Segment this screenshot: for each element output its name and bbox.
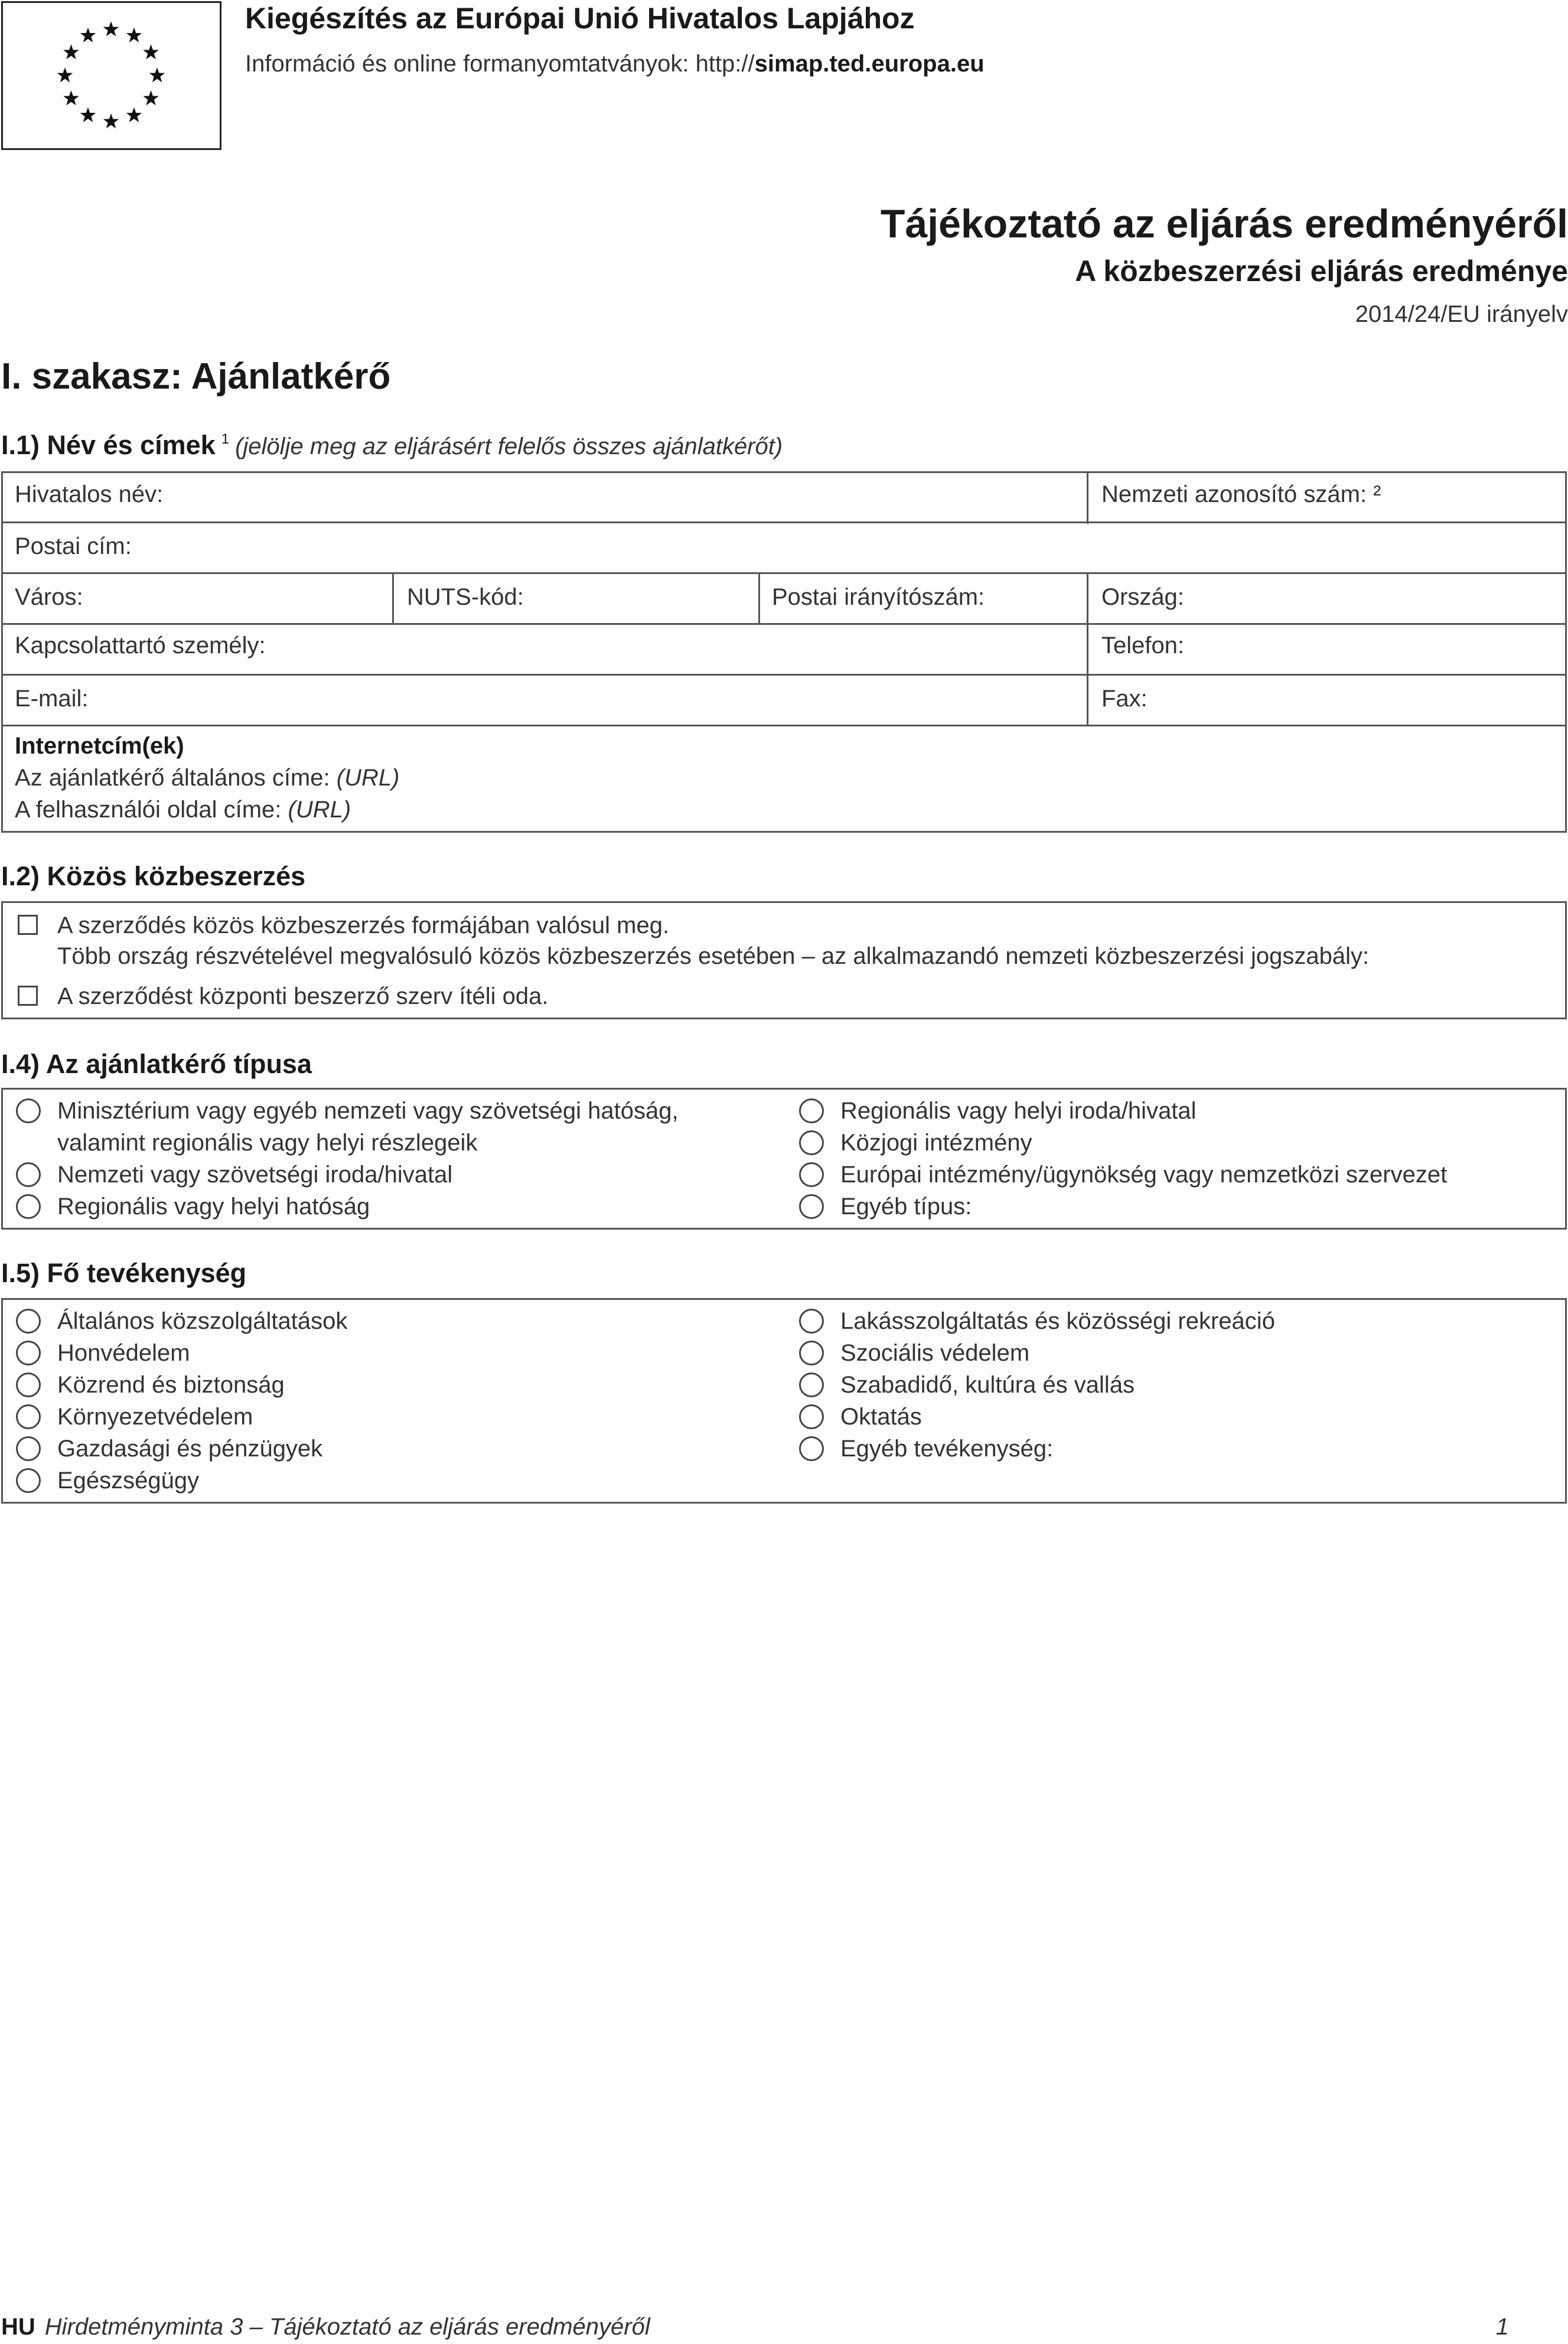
public-order-radio[interactable] <box>16 1373 41 1397</box>
central-purchasing-label: A szerződést központi beszerző szerv ítéli oda. <box>57 983 549 1009</box>
postal-code-field[interactable]: Postai irányítószám: <box>772 584 985 610</box>
general-address-field[interactable]: Az ajánlatkérő általános címe: (URL) <box>15 765 400 791</box>
internet-heading: Internetcím(ek) <box>15 733 184 759</box>
star-icon <box>57 67 73 82</box>
email-field[interactable]: E-mail: <box>15 686 89 712</box>
ministry-radio[interactable] <box>16 1098 41 1123</box>
star-icon <box>143 90 159 105</box>
other-activity-radio[interactable] <box>799 1436 824 1461</box>
footer <box>1 2314 650 2340</box>
notice-subtitle: A közbeszerzési eljárás eredménye <box>1075 255 1568 288</box>
joint-procurement-detail: Több ország részvételével megvalósuló közös közbeszerzés esetében – az alkalmazandó nemzeti közbeszerzési jogszabály: <box>57 943 1370 969</box>
star-icon <box>63 44 79 59</box>
ministry-label: Minisztérium vagy egyéb nemzeti vagy szövetségi hatóság, <box>57 1098 679 1124</box>
defence-label: Honvédelem <box>57 1340 190 1366</box>
eu-institution-label: Európai intézmény/ügynökség vagy nemzetközi szervezet <box>840 1162 1448 1188</box>
education-radio[interactable] <box>799 1404 824 1429</box>
heading-i5: I.5) Fő tevékenység <box>1 1258 247 1288</box>
housing-radio[interactable] <box>799 1309 824 1334</box>
section-title: I. szakasz: Ajánlatkérő <box>1 356 391 397</box>
heading-i4: I.4) Az ajánlatkérő típusa <box>1 1049 312 1079</box>
central-purchasing-checkbox[interactable] <box>18 986 38 1006</box>
contact-person-field[interactable]: Kapcsolattartó személy: <box>15 633 266 658</box>
national-agency-label: Nemzeti vagy szövetségi iroda/hivatal <box>57 1162 453 1188</box>
heading-i2: I.2) Közös közbeszerzés <box>1 861 306 891</box>
economic-affairs-label: Gazdasági és pénzügyek <box>57 1436 323 1462</box>
star-icon <box>103 113 119 128</box>
buyer-profile-field[interactable]: A felhasználói oldal címe: (URL) <box>15 797 351 823</box>
joint-procurement-checkbox[interactable] <box>18 915 38 935</box>
general-services-label: Általános közszolgáltatások <box>57 1308 348 1334</box>
regional-agency-label: Regionális vagy helyi iroda/hivatal <box>840 1098 1197 1124</box>
postal-address-field[interactable]: Postai cím: <box>15 533 132 559</box>
defence-radio[interactable] <box>16 1341 41 1365</box>
phone-field[interactable]: Telefon: <box>1101 633 1185 658</box>
country-field[interactable]: Ország: <box>1101 584 1185 610</box>
contact-table <box>1 471 1567 833</box>
star-icon <box>80 27 96 42</box>
economic-affairs-radio[interactable] <box>16 1436 41 1461</box>
public-law-body-label: Közjogi intézmény <box>840 1130 1032 1156</box>
star-icon <box>143 44 159 59</box>
other-type-label: Egyéb típus: <box>840 1194 972 1220</box>
notice-title: Tájékoztató az eljárás eredményéről <box>880 201 1568 246</box>
nuts-code-field[interactable]: NUTS-kód: <box>407 584 524 610</box>
page-number: 1 <box>1495 2314 1509 2340</box>
authority-type-box <box>1 1088 1567 1230</box>
public-law-body-radio[interactable] <box>799 1130 824 1155</box>
footer-form-name: Hirdetményminta 3 – Tájékoztató az eljárás eredményéről <box>44 2314 650 2340</box>
ministry-label-cont: valamint regionális vagy helyi részlegeik <box>57 1130 478 1156</box>
notice-directive: 2014/24/EU irányelv <box>1355 301 1568 327</box>
heading-i1: I.1) Név és címek $^1$ (jelölje meg az eljárásért felelős összes ajánlatkérőt) <box>1 430 783 460</box>
social-protection-radio[interactable] <box>799 1341 824 1365</box>
national-agency-radio[interactable] <box>16 1162 41 1187</box>
environment-radio[interactable] <box>16 1404 41 1429</box>
environment-label: Környezetvédelem <box>57 1404 253 1430</box>
health-radio[interactable] <box>16 1468 41 1493</box>
header-url[interactable]: simap.ted.europa.eu <box>754 51 985 77</box>
health-label: Egészségügy <box>57 1468 200 1494</box>
other-activity-label: Egyéb tevékenység: <box>840 1436 1054 1462</box>
joint-procurement-label: A szerződés közös közbeszerzés formájában valósul meg. <box>57 912 670 938</box>
national-id-field[interactable]: Nemzeti azonosító szám: ² <box>1101 481 1381 507</box>
recreation-label: Szabadidő, kultúra és vallás <box>840 1372 1135 1398</box>
star-icon <box>126 107 142 122</box>
education-label: Oktatás <box>840 1404 922 1430</box>
regional-authority-label: Regionális vagy helyi hatóság <box>57 1194 370 1220</box>
regional-authority-radio[interactable] <box>16 1194 41 1219</box>
star-icon <box>63 90 79 105</box>
regional-agency-radio[interactable] <box>799 1098 824 1123</box>
main-activity-box <box>1 1298 1567 1504</box>
star-icon <box>126 27 142 42</box>
eu-stars-icon <box>3 3 220 148</box>
header-info: Információ és online formanyomtatványok: http://simap.ted.europa.eu <box>245 51 985 77</box>
eu-flag-logo <box>1 1 221 150</box>
public-order-label: Közrend és biztonság <box>57 1372 285 1398</box>
recreation-radio[interactable] <box>799 1373 824 1397</box>
header-title: Kiegészítés az Európai Unió Hivatalos Lapjához <box>245 2 915 35</box>
official-name-field[interactable]: Hivatalos név: <box>15 481 164 507</box>
star-icon <box>80 107 96 122</box>
eu-institution-radio[interactable] <box>799 1162 824 1187</box>
footer-lang: HU <box>1 2314 35 2340</box>
star-icon <box>149 67 165 82</box>
housing-label: Lakásszolgáltatás és közösségi rekreáció <box>840 1308 1275 1334</box>
star-icon <box>103 21 119 36</box>
general-services-radio[interactable] <box>16 1309 41 1334</box>
joint-procurement-box <box>1 901 1567 1019</box>
other-type-radio[interactable] <box>799 1194 824 1219</box>
social-protection-label: Szociális védelem <box>840 1340 1030 1366</box>
fax-field[interactable]: Fax: <box>1101 686 1148 712</box>
city-field[interactable]: Város: <box>15 584 83 610</box>
